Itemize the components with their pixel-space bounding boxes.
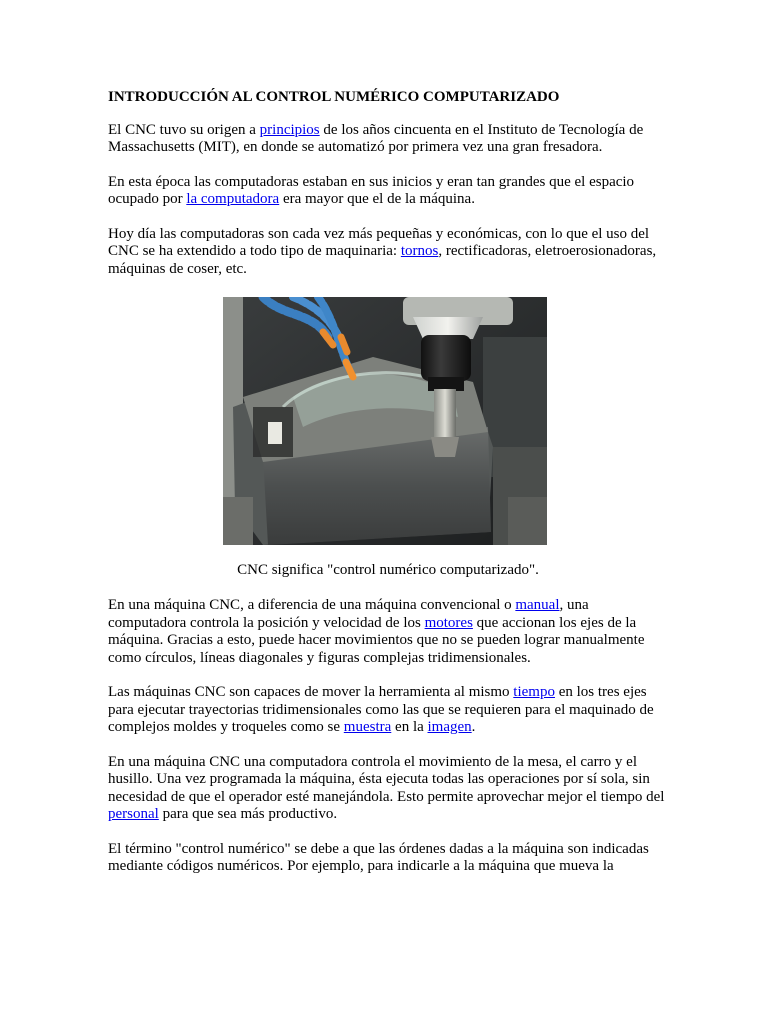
link-personal[interactable]: personal [108,806,159,822]
text-run: para que sea más productivo. [158,806,338,822]
paragraph-three-axes [108,684,668,737]
text-run: que accionan los ejes de la máquina. Gracias a esto, puede hacer movimientos que no se pueden lograr manualmente como círculos, líneas diagonales y figuras complejas tridimensionales. [108,614,645,666]
paragraph-difference [108,597,668,667]
document-title: INTRODUCCIÓN AL CONTROL NUMÉRICO COMPUTARIZADO [108,89,560,105]
text-run: En esta época las computadoras estaban en sus inicios y eran tan grandes que el espacio ocupado por [108,173,635,207]
text-run: En una máquina CNC, a diferencia de una máquina convencional o [108,597,516,613]
link-tiempo[interactable]: tiempo [513,684,555,700]
text-run: El CNC tuvo su origen a [108,121,260,138]
link-motores[interactable]: motores [424,614,473,631]
text-run: , una computadora controla la posición y velocidad de los [108,597,589,631]
text-run: de los años cincuenta en el Instituto de Tecnología de Massachusetts (MIT), en donde se automatizó por primera vez una gran fresadora. [108,121,644,155]
cnc-milling-photo [223,297,547,545]
paragraph-automation [108,754,668,824]
link-principios[interactable]: principios [259,121,320,138]
text-run: . [471,719,476,735]
paragraph-numeric-control: El término "control numérico" se debe a que las órdenes dadas a la máquina son indicadas mediante códigos numéricos. Por ejemplo, para indicarle a la máquina que mueva la [108,840,649,874]
paragraph-epoch [108,174,668,209]
link-la-computadora[interactable]: la computadora [186,191,280,207]
cnc-machine-illustration [223,297,547,545]
link-manual[interactable]: manual [515,597,560,613]
text-run: Las máquinas CNC son capaces de mover la herramienta al mismo [108,684,514,700]
upper-content [108,89,668,295]
paragraph-today [108,226,668,279]
lower-content [108,597,668,893]
text-run: era mayor que el de la máquina. [279,191,475,207]
paragraph-origin [108,122,668,157]
text-run: En una máquina CNC una computadora controla el movimiento de la mesa, el carro y el husillo. Una vez programada la máquina, ésta ejecuta todas las operaciones por sí sola, sin necesidad de que el operador esté manejándola. Esto permite aprovechar mejor el tiempo del [108,753,665,805]
link-tornos[interactable]: tornos [400,243,439,259]
figure-caption: CNC significa "control numérico computarizado". [237,562,539,578]
link-imagen[interactable]: imagen [427,719,472,735]
text-run: en los tres ejes para ejecutar trayectorias tridimensionales como las que se requieren para el maquinado de complejos moldes y troqueles como se [108,684,654,735]
text-run: en la [391,719,428,735]
text-run: Hoy día las computadoras son cada vez más pequeñas y económicas, con lo que el uso del CNC se ha extendido a todo tipo de maquinaria: [108,225,650,259]
link-muestra[interactable]: muestra [343,719,392,735]
text-run: , rectificadoras, eletroerosionadoras, máquinas de coser, etc. [108,243,657,277]
